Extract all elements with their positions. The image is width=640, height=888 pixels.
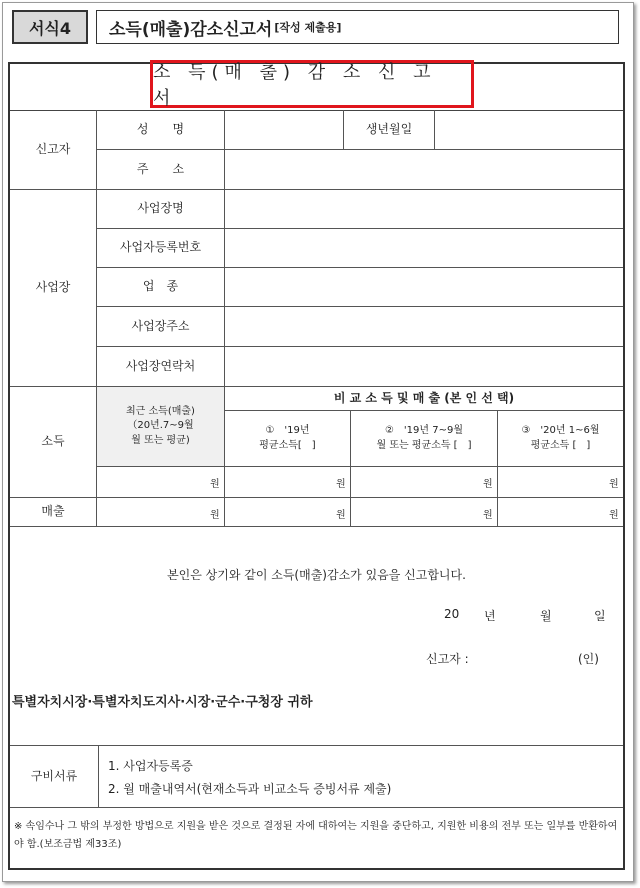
sales-section-label: 매출	[41, 504, 65, 519]
recent-income-label	[97, 387, 224, 466]
option-2020-jan-jun[interactable]	[498, 411, 623, 466]
business-address-field[interactable]	[225, 307, 623, 346]
signer-label: 신고자 :	[426, 652, 469, 666]
comparison-header: 비 교 소 득 및 매 출 (본 인 선 택)	[333, 390, 515, 405]
sales-opt2-unit: 원	[483, 510, 493, 521]
option2-line1: ② '19년 7~9월	[384, 425, 464, 436]
form-title: 소 득(매 출) 감 소 신 고 서	[150, 60, 474, 108]
declaration-text: 본인은 상기와 같이 소득(매출)감소가 있음을 신고합니다.	[167, 568, 466, 582]
document-item-2: 2. 월 매출내역서(현재소득과 비교소득 증빙서류 제출)	[108, 782, 392, 796]
business-address-label: 사업장주소	[131, 318, 190, 333]
address-label: 주 소	[136, 161, 185, 176]
income-opt2-unit: 원	[483, 479, 493, 490]
sales-opt1-unit: 원	[336, 510, 346, 521]
documents-label: 구비서류	[30, 768, 78, 783]
date-year-label: 년	[484, 609, 496, 623]
option-2019-average[interactable]	[225, 411, 350, 466]
date-day-label: 일	[594, 609, 606, 623]
recent-income-line3: 월 또는 평균)	[131, 434, 190, 446]
business-reg-no-field[interactable]	[225, 229, 623, 267]
income-section-label: 소득	[41, 434, 65, 449]
option3-line2: 평균소득 [ ]	[530, 439, 591, 451]
option-2019-jul-sep[interactable]	[351, 411, 497, 466]
birth-date-label: 생년월일	[365, 121, 413, 136]
business-section-label: 사업장	[35, 280, 71, 295]
date-month-label: 월	[540, 609, 552, 623]
income-opt3-unit: 원	[609, 479, 619, 490]
option1-line1: ① '19년	[265, 425, 310, 436]
header-subtitle: [작성 제출용]	[274, 21, 342, 34]
business-type-field[interactable]	[225, 268, 623, 306]
income-opt1-unit: 원	[336, 479, 346, 490]
document-item-1: 1. 사업자등록증	[108, 759, 193, 773]
business-contact-label: 사업장연락처	[125, 358, 196, 373]
form-number-badge: 서식4	[12, 10, 88, 44]
date-year-prefix: 20	[444, 607, 460, 621]
declarant-section-label: 신고자	[35, 141, 71, 156]
sales-recent-unit: 원	[210, 510, 220, 521]
business-name-label: 사업장명	[137, 201, 184, 216]
header-title-box	[96, 10, 619, 44]
option1-line2: 평균소득[ ]	[259, 439, 316, 451]
option2-line2: 월 또는 평균소득 [ ]	[376, 439, 472, 451]
addressee: 특별자치시장·특별자치도지사·시장·군수·구청장 귀하	[12, 695, 313, 710]
header-title: 소득(매출)감소신고서	[109, 19, 273, 40]
penalty-note: ※ 속임수나 그 밖의 부정한 방법으로 지원을 받은 것으로 결정된 자에 대하여는 지원을 중단하고, 지원한 비용의 전부 또는 일부를 반환하여야 함.(보조금법 제33조)	[14, 821, 618, 850]
option3-line1: ③ '20년 1~6월	[521, 425, 600, 436]
sales-opt3-unit: 원	[609, 510, 619, 521]
name-field[interactable]	[225, 110, 343, 149]
recent-income-line2: （20년.7~9월	[127, 420, 194, 432]
name-label: 성 명	[136, 121, 185, 136]
address-field[interactable]	[225, 150, 623, 189]
income-recent-unit: 원	[210, 479, 220, 490]
recent-income-line1: 최근 소득(매출)	[126, 405, 195, 417]
business-type-label: 업 종	[142, 279, 179, 294]
report-form	[8, 62, 625, 870]
business-contact-field[interactable]	[225, 347, 623, 386]
birth-date-field[interactable]	[435, 110, 623, 149]
business-reg-no-label: 사업자등록번호	[119, 240, 202, 255]
seal-mark: (인)	[578, 652, 599, 666]
business-name-field[interactable]	[225, 190, 623, 228]
